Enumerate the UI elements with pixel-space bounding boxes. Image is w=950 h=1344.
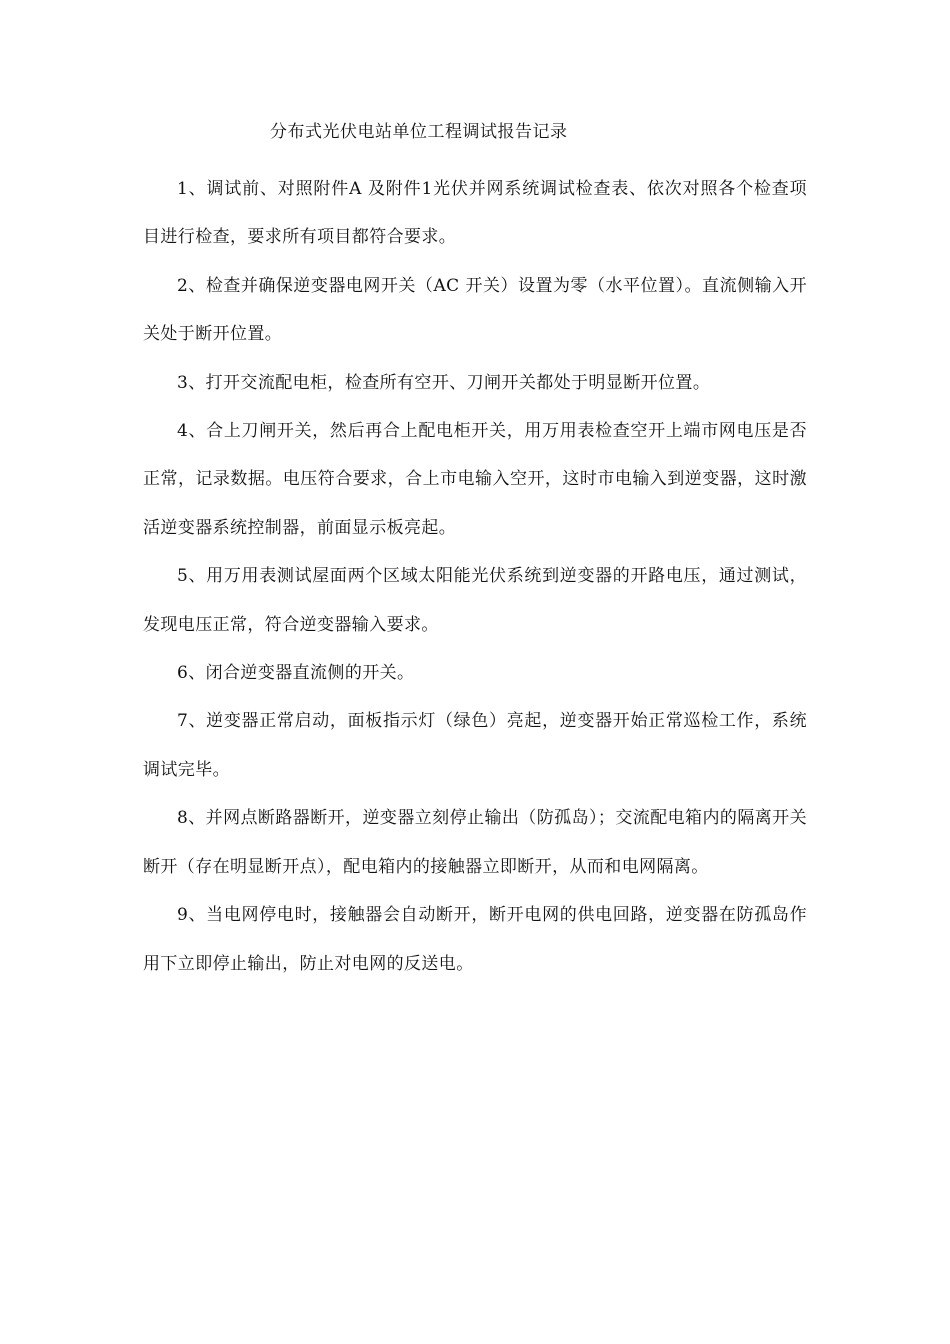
- paragraph-6: 6、闭合逆变器直流侧的开关。: [177, 663, 415, 684]
- paragraph-9: 9、当电网停电时，接触器会自动断开，断开电网的供电回路，逆变器在防孤岛作用下立即停止输出，防止对电网的反送电。: [143, 905, 807, 974]
- paragraph-7: 7、逆变器正常启动，面板指示灯（绿色）亮起，逆变器开始正常巡检工作，系统调试完毕。: [143, 711, 807, 780]
- paragraph-5: 5、用万用表测试屋面两个区域太阳能光伏系统到逆变器的开路电压，通过测试，发现电压正常，符合逆变器输入要求。: [143, 566, 807, 635]
- paragraph-2: 2、检查并确保逆变器电网开关（AC 开关）设置为零（水平位置）。直流侧输入开关处于断开位置。: [143, 275, 807, 345]
- paragraph-3: 3、打开交流配电柜，检查所有空开、刀闸开关都处于明显断开位置。: [177, 372, 711, 393]
- document-title: 分布式光伏电站单位工程调试报告记录: [270, 122, 568, 142]
- paragraph-8: 8、并网点断路器断开，逆变器立刻停止输出（防孤岛）；交流配电箱内的隔离开关断开（存在明显断开点），配电箱内的接触器立即断开，从而和电网隔离。: [143, 808, 807, 877]
- paragraph-1: 1、调试前、对照附件A 及附件1光伏并网系统调试检查表、依次对照各个检查项目进行检查，要求所有项目都符合要求。: [143, 179, 807, 248]
- paragraph-4: 4、合上刀闸开关，然后再合上配电柜开关，用万用表检查空开上端市网电压是否正常，记录数据。电压符合要求，合上市电输入空开，这时市电输入到逆变器，这时激活逆变器系统控制器，前面显示板亮起。: [143, 421, 807, 538]
- document-body: [143, 165, 807, 988]
